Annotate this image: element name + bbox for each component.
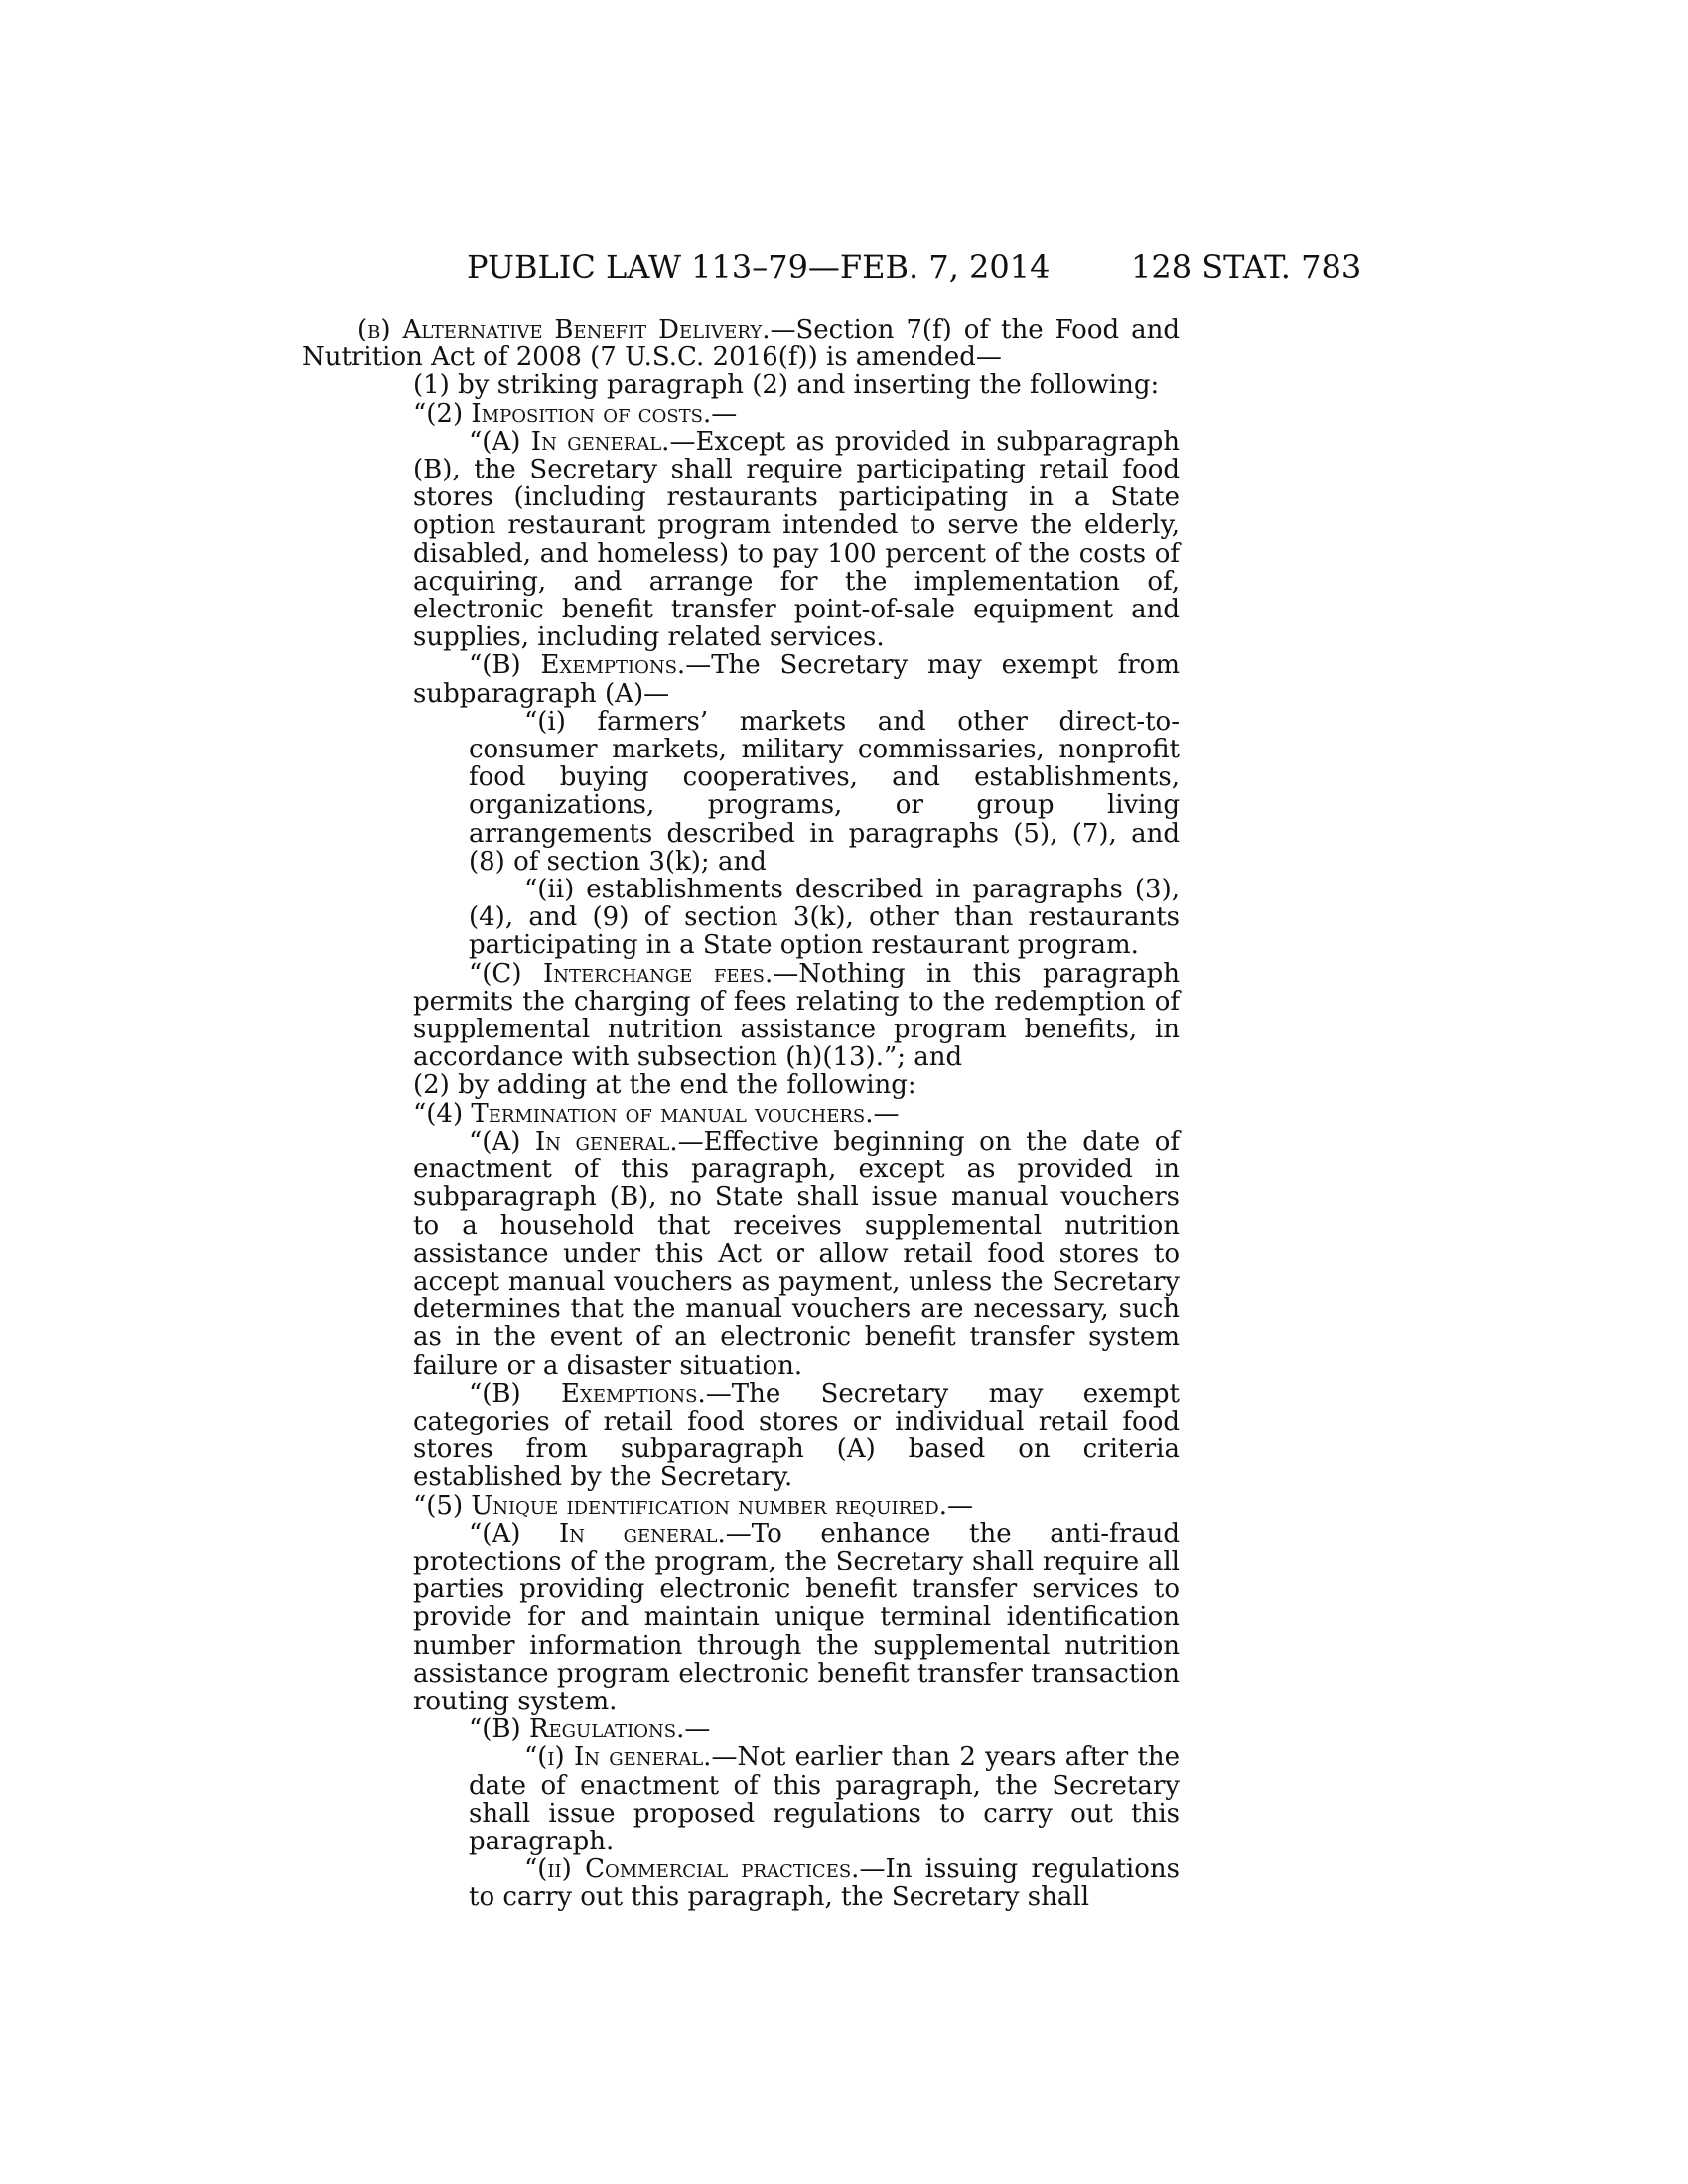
statute-paragraph: [302, 960, 1180, 1072]
paragraph-text: “(i) farmers’ markets and other direct-to-consumer markets, military commissaries, nonprofit food buying cooperatives, and establishments, organizations, programs, or group living arrangements described in paragraphs (5), (7), and (8) of section 3(k); and: [469, 706, 1180, 877]
statute-body: [302, 316, 1180, 1912]
paragraph-text: —Not earlier than 2 years after the date of enactment of this paragraph, the Secretary shall issue proposed regulations to carry out this paragraph.: [469, 1742, 1180, 1856]
paragraph-text: —The Secretary may exempt from subparagraph (A)—: [413, 650, 1180, 709]
paragraph-text: —In issuing regulations to carry out this paragraph, the Secretary shall: [469, 1854, 1180, 1913]
paragraph-heading: “(5) Unique identification number required.: [413, 1490, 947, 1521]
paragraph-heading: “(A) In general.: [469, 1126, 678, 1157]
statute-paragraph: [302, 876, 1180, 960]
statute-paragraph: [302, 1380, 1180, 1492]
paragraph-text: (1) by striking paragraph (2) and inserting the following:: [413, 370, 1160, 401]
paragraph-heading: “(B) Exemptions.: [469, 650, 686, 681]
statute-paragraph: [302, 1743, 1180, 1855]
paragraph-text: —Nothing in this paragraph permits the charging of fees relating to the redemption of supplemental nutrition assistance program benefits, in accordance with subsection (h)(13).”; and: [413, 958, 1180, 1073]
statute-paragraph: [302, 1492, 1180, 1520]
paragraph-heading: “(B) Exemptions.: [469, 1378, 706, 1409]
paragraph-heading: “(ii) Commercial practices.: [524, 1854, 860, 1885]
statute-paragraph: [302, 428, 1180, 652]
paragraph-heading: (b) Alternative Benefit Delivery.: [357, 315, 771, 344]
statute-paragraph: [302, 316, 1180, 371]
paragraph-heading: “(A) In general.: [469, 1518, 726, 1549]
statute-paragraph: [302, 400, 1180, 428]
paragraph-text: —: [711, 398, 738, 429]
statute-paragraph: [302, 1715, 1180, 1743]
paragraph-text: —Effective beginning on the date of enactment of this paragraph, except as provided in subparagraph (B), no State shall issue manual vouchers to a household that receives supplemental nutrition assistance under this Act or allow retail food stores to accept manual vouchers as payment, unless the Secretary determines that the manual vouchers are necessary, such as in the event of an electronic benefit transfer system failure or a disaster situation.: [413, 1126, 1180, 1381]
statute-paragraph: [302, 708, 1180, 876]
statute-paragraph: [302, 1100, 1180, 1128]
paragraph-heading: “(C) Interchange fees.: [469, 958, 774, 989]
running-title: PUBLIC LAW 113–79—FEB. 7, 2014: [467, 248, 1051, 286]
paragraph-text: (2) by adding at the end the following:: [413, 1070, 916, 1101]
paragraph-heading: “(2) Imposition of costs.: [413, 398, 712, 429]
page-header: [0, 248, 1688, 288]
paragraph-text: —: [684, 1714, 711, 1745]
paragraph-text: —To enhance the anti-fraud protections of the program, the Secretary shall require all parties providing electronic benefit transfer services to provide for and maintain unique terminal identification number information through the supplemental nutrition assistance program electronic benefit transfer transaction routing system.: [413, 1518, 1180, 1716]
paragraph-text: —Section 7(f) of the Food and Nutrition Act of 2008 (7 U.S.C. 2016(f)) is amended—: [302, 315, 1180, 373]
paragraph-heading: “(i) In general.: [524, 1742, 712, 1773]
statute-paragraph: [302, 1071, 1180, 1099]
paragraph-text: —Except as provided in subparagraph (B), the Secretary shall require participating retail food stores (including restaurants participating in a State option restaurant program intended to serve the elderly, disabled, and homeless) to pay 100 percent of the costs of acquiring, and arrange for the implementation of, electronic benefit transfer point-of-sale equipment and supplies, including related services.: [413, 426, 1180, 653]
paragraph-heading: “(A) In general.: [469, 426, 670, 457]
statute-paragraph: [302, 1855, 1180, 1911]
paragraph-heading: “(4) Termination of manual vouchers.: [413, 1098, 874, 1129]
paragraph-heading: “(B) Regulations.: [469, 1714, 685, 1745]
statute-paragraph: [302, 651, 1180, 707]
paragraph-text: —: [873, 1098, 900, 1129]
paragraph-text: —The Secretary may exempt categories of retail food stores or individual retail food stores from subparagraph (A) based on criteria established by the Secretary.: [413, 1378, 1180, 1493]
statute-paragraph: [302, 1128, 1180, 1380]
paragraph-text: —: [946, 1490, 973, 1521]
statute-page-number: 128 STAT. 783: [1131, 248, 1362, 286]
statute-paragraph: [302, 371, 1180, 399]
paragraph-text: “(ii) establishments described in paragraphs (3), (4), and (9) of section 3(k), other than restaurants participating in a State option restaurant program.: [469, 875, 1180, 961]
statute-paragraph: [302, 1520, 1180, 1715]
